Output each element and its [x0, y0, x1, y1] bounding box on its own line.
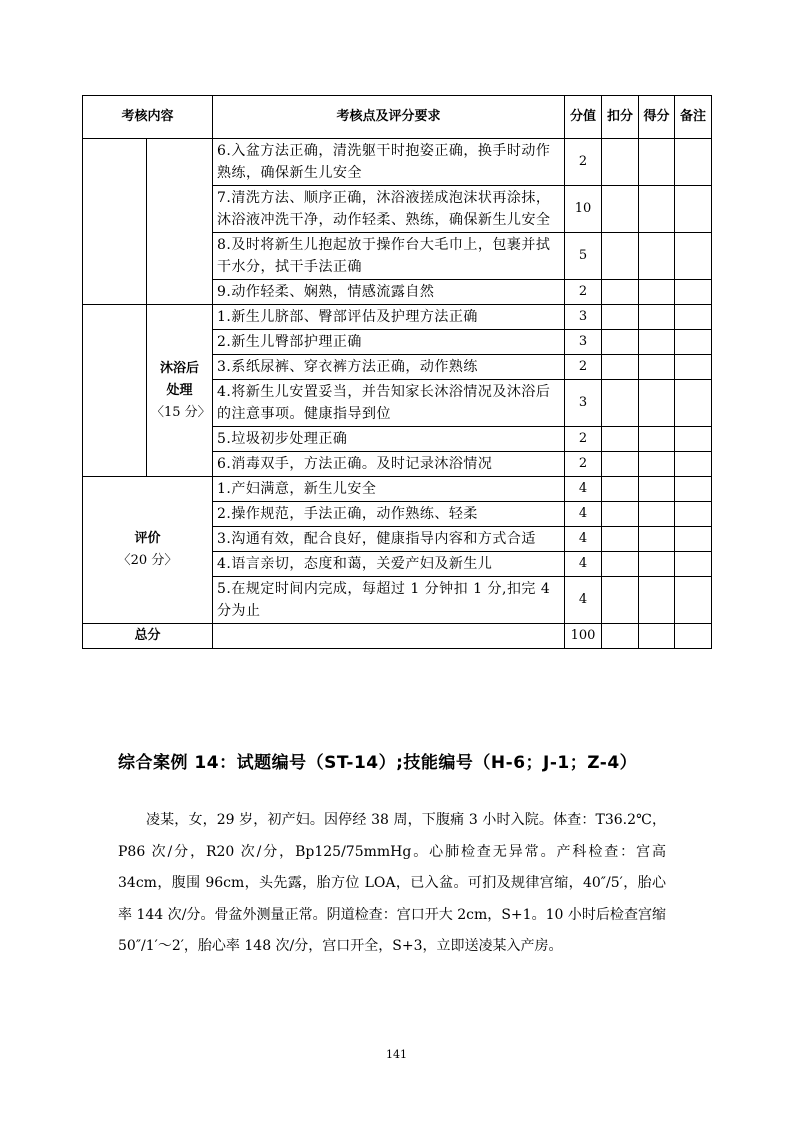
remark-cell	[675, 452, 712, 477]
table-row	[83, 305, 712, 330]
got-cell	[639, 233, 675, 280]
deduct-cell	[602, 502, 639, 527]
got-cell	[639, 427, 675, 452]
remark-cell	[675, 186, 712, 233]
section-label-line: 沐浴后	[160, 360, 200, 376]
requirement-cell: 1.产妇满意，新生儿安全	[213, 477, 565, 502]
deduct-cell	[602, 577, 639, 624]
deduct-cell	[602, 305, 639, 330]
section-bath-outer-cell	[83, 139, 147, 305]
remark-cell	[675, 330, 712, 355]
section-label-points: 〈20 分〉	[117, 553, 178, 568]
requirement-cell: 6.入盆方法正确，清洗躯干时抱姿正确，换手时动作熟练，确保新生儿安全	[213, 139, 565, 186]
requirement-cell: 4.语言亲切，态度和蔼，关爱产妇及新生儿	[213, 552, 565, 577]
score-cell: 2	[565, 280, 602, 305]
case-body: 凌某，女，29 岁，初产妇。因停经 38 周，下腹痛 3 小时入院。体查：T36.2℃，P86 次/分，R20 次/分，Bp125/75mmHg。心肺检查无异常。产科检查：宫高 34cm，腹围 96cm，头先露，胎方位 LOA，已入盆。可扪及规律宫缩，40″/5′，胎心率 144 次/分。骨盆外测量正常。阴道检查：宫口开大 2cm，S+1。10 小时后检查宫缩 50″/1′～2′，胎心率 148 次/分，宫口开全，S+3，立即送凌某入产房。	[118, 812, 666, 954]
case-title: 综合案例 14：试题编号（ST-14）;技能编号（H-6；J-1；Z-4）	[118, 753, 638, 773]
score-cell: 4	[565, 477, 602, 502]
score-cell: 2	[565, 452, 602, 477]
got-cell	[639, 139, 675, 186]
score-cell: 3	[565, 330, 602, 355]
requirement-cell: 1.新生儿脐部、臀部评估及护理方法正确	[213, 305, 565, 330]
got-cell	[639, 452, 675, 477]
deduct-cell	[602, 139, 639, 186]
deduct-cell	[602, 355, 639, 380]
deduct-cell	[602, 452, 639, 477]
deduct-cell	[602, 233, 639, 280]
section-label-line: 处理	[166, 382, 193, 398]
score-cell: 2	[565, 355, 602, 380]
score-cell: 3	[565, 380, 602, 427]
score-cell: 3	[565, 305, 602, 330]
remark-cell	[675, 139, 712, 186]
section-after-bath-outer-cell	[83, 305, 147, 477]
remark-cell	[675, 233, 712, 280]
remark-cell	[675, 477, 712, 502]
deduct-cell	[602, 280, 639, 305]
requirement-cell: 5.在规定时间内完成，每超过 1 分钟扣 1 分,扣完 4 分为止	[213, 577, 565, 624]
section-after-bath-label	[147, 305, 213, 477]
got-cell	[639, 355, 675, 380]
got-cell	[639, 552, 675, 577]
got-cell	[639, 305, 675, 330]
got-cell	[639, 330, 675, 355]
requirement-cell: 2.新生儿臀部护理正确	[213, 330, 565, 355]
requirement-cell	[213, 624, 565, 649]
score-cell: 4	[565, 552, 602, 577]
requirement-cell: 5.垃圾初步处理正确	[213, 427, 565, 452]
deduct-cell	[602, 330, 639, 355]
deduct-cell	[602, 477, 639, 502]
score-cell: 4	[565, 502, 602, 527]
remark-cell	[675, 280, 712, 305]
remark-cell	[675, 552, 712, 577]
section-bath-inner-cell	[147, 139, 213, 305]
remark-cell	[675, 527, 712, 552]
header-content: 考核内容	[83, 96, 213, 139]
got-cell	[639, 527, 675, 552]
requirement-cell: 7.清洗方法、顺序正确，沐浴液搓成泡沫状再涂抹，沐浴液冲洗干净，动作轻柔、熟练，确保新生儿安全	[213, 186, 565, 233]
score-cell: 2	[565, 139, 602, 186]
remark-cell	[675, 502, 712, 527]
table-row	[83, 477, 712, 502]
score-cell: 4	[565, 577, 602, 624]
got-cell	[639, 577, 675, 624]
remark-cell	[675, 624, 712, 649]
header-got: 得分	[639, 96, 675, 139]
got-cell	[639, 477, 675, 502]
got-cell	[639, 280, 675, 305]
remark-cell	[675, 577, 712, 624]
requirement-cell: 3.沟通有效，配合良好，健康指导内容和方式合适	[213, 527, 565, 552]
total-score: 100	[565, 624, 602, 649]
requirement-cell: 8.及时将新生儿抱起放于操作台大毛巾上，包裹并拭干水分，拭干手法正确	[213, 233, 565, 280]
requirement-cell: 6.消毒双手，方法正确。及时记录沐浴情况	[213, 452, 565, 477]
got-cell	[639, 502, 675, 527]
remark-cell	[675, 305, 712, 330]
header-requirement: 考核点及评分要求	[213, 96, 565, 139]
section-label-points: 〈15 分〉	[151, 404, 211, 420]
header-deduct: 扣分	[602, 96, 639, 139]
scoring-table	[82, 95, 712, 649]
header-score: 分值	[565, 96, 602, 139]
total-label: 总分	[83, 624, 213, 649]
total-row	[83, 624, 712, 649]
got-cell	[639, 186, 675, 233]
deduct-cell	[602, 427, 639, 452]
section-evaluation-label	[83, 477, 213, 624]
requirement-cell: 9.动作轻柔、娴熟，情感流露自然	[213, 280, 565, 305]
got-cell	[639, 380, 675, 427]
requirement-cell: 3.系纸尿裤、穿衣裤方法正确，动作熟练	[213, 355, 565, 380]
requirement-cell: 2.操作规范，手法正确，动作熟练、轻柔	[213, 502, 565, 527]
deduct-cell	[602, 624, 639, 649]
page-number: 141	[386, 1048, 407, 1061]
remark-cell	[675, 355, 712, 380]
score-cell: 5	[565, 233, 602, 280]
section-label-line: 评价	[134, 531, 161, 546]
deduct-cell	[602, 380, 639, 427]
score-cell: 4	[565, 527, 602, 552]
score-cell: 10	[565, 186, 602, 233]
header-remark: 备注	[675, 96, 712, 139]
remark-cell	[675, 380, 712, 427]
deduct-cell	[602, 527, 639, 552]
table-row	[83, 139, 712, 186]
deduct-cell	[602, 186, 639, 233]
table-header-row	[83, 96, 712, 139]
deduct-cell	[602, 552, 639, 577]
score-cell: 2	[565, 427, 602, 452]
remark-cell	[675, 427, 712, 452]
got-cell	[639, 624, 675, 649]
requirement-cell: 4.将新生儿安置妥当，并告知家长沐浴情况及沐浴后的注意事项。健康指导到位	[213, 380, 565, 427]
